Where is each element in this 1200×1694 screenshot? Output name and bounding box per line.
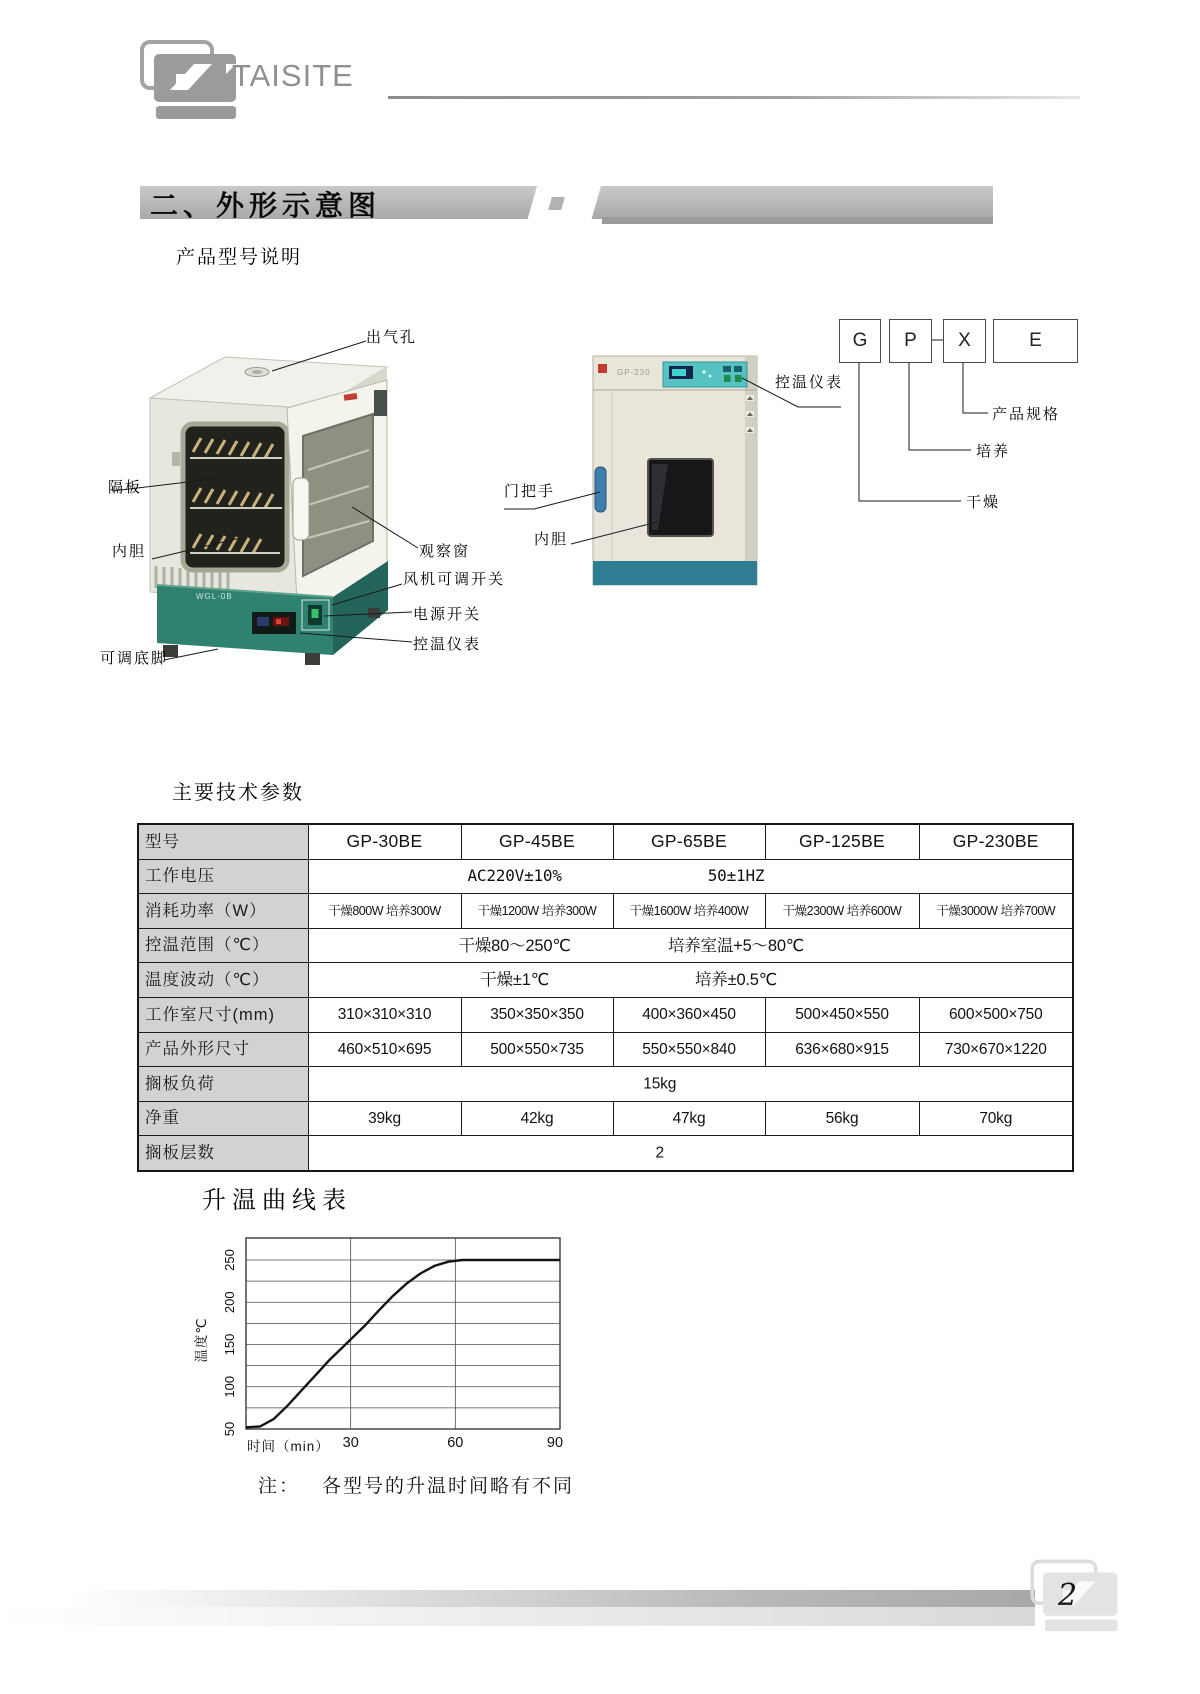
side-labels xyxy=(746,395,754,433)
table-row xyxy=(138,963,1073,998)
code-box-p: P xyxy=(889,319,932,363)
table-row xyxy=(138,1067,1073,1102)
x-tick-label: 60 xyxy=(447,1435,464,1451)
code-meaning-incubation: 培养 xyxy=(976,443,1011,460)
y-tick-label: 150 xyxy=(222,1333,237,1356)
row-label: 净重 xyxy=(138,1101,308,1136)
callout-inner-liner-left: 内胆 xyxy=(112,543,147,560)
table-row xyxy=(138,894,1073,929)
table-cell-part: AC220V±10% xyxy=(467,866,562,886)
table-cell: 干燥800W 培养300W xyxy=(308,894,461,929)
y-tick-label: 250 xyxy=(222,1249,237,1271)
chart-note-text: 各型号的升温时间略有不同 xyxy=(322,1476,575,1497)
x-tick-label: 30 xyxy=(342,1435,359,1451)
footer-bar xyxy=(70,1590,1035,1607)
left-oven-illustration xyxy=(150,357,388,665)
row-label: 搁板负荷 xyxy=(138,1067,308,1102)
side-sticker xyxy=(374,390,387,416)
door-handle-right-oven xyxy=(595,467,606,512)
table-cell-part: 2 xyxy=(655,1144,664,1162)
table-cell: 636×680×915 xyxy=(765,1032,919,1067)
table-cell: 600×500×750 xyxy=(919,997,1073,1032)
device-model-text: WGL-0B xyxy=(196,592,233,601)
callout-fan-switch: 风机可调开关 xyxy=(403,571,506,588)
callout-inner-liner-right: 内胆 xyxy=(534,531,569,548)
table-cell: 350×350×350 xyxy=(461,997,613,1032)
table-cell-merged xyxy=(308,963,1073,998)
code-box-e: E xyxy=(993,319,1078,363)
brand-name: TAISITE xyxy=(232,58,354,93)
table-cell: GP-30BE xyxy=(308,824,461,859)
table-cell: 310×310×310 xyxy=(308,997,461,1032)
table-row xyxy=(138,824,1073,859)
bottom-band xyxy=(593,561,757,585)
callout-observation-window: 观察窗 xyxy=(419,543,471,560)
chart-note xyxy=(258,1471,574,1498)
door-handle-left-oven xyxy=(293,478,309,540)
row-label: 型号 xyxy=(138,824,308,859)
table-cell: 550×550×840 xyxy=(613,1032,765,1067)
row-label: 工作室尺寸(mm) xyxy=(138,997,308,1032)
section-title: 二、外形示意图 xyxy=(150,190,382,221)
header-rule xyxy=(388,96,1080,99)
table-row xyxy=(138,928,1073,963)
table-cell-part: 干燥80～250℃ xyxy=(458,936,571,955)
y-tick-label: 200 xyxy=(222,1291,237,1314)
table-cell: 干燥3000W 培养700W xyxy=(919,894,1073,929)
table-row xyxy=(138,997,1073,1032)
heating-curve-chart xyxy=(180,1225,580,1475)
chart-x-axis-label: 时间（min） xyxy=(247,1439,330,1454)
table-cell-part: 培养室温+5～80℃ xyxy=(667,936,805,955)
table-cell: 500×550×735 xyxy=(461,1032,613,1067)
table-cell: GP-45BE xyxy=(461,824,613,859)
callout-air-outlet: 出气孔 xyxy=(366,329,418,346)
curve-section-title: 升温曲线表 xyxy=(202,1187,352,1214)
callout-partition: 隔板 xyxy=(108,479,143,496)
callout-adjustable-feet: 可调底脚 xyxy=(100,650,169,667)
brand-sticker xyxy=(598,364,607,373)
table-cell: GP-125BE xyxy=(765,824,919,859)
model-section-title: 产品型号说明 xyxy=(176,247,303,268)
row-label: 搁板层数 xyxy=(138,1136,308,1171)
table-cell-part: 培养±0.5℃ xyxy=(694,970,778,989)
footer-logo-icon xyxy=(1028,1556,1138,1634)
table-cell: 47kg xyxy=(613,1101,765,1136)
table-cell: 70kg xyxy=(919,1101,1073,1136)
params-section-title: 主要技术参数 xyxy=(172,782,304,804)
table-cell: 500×450×550 xyxy=(765,997,919,1032)
callout-door-handle: 门把手 xyxy=(504,483,556,500)
chart-x-ticks xyxy=(343,1435,563,1451)
table-cell-merged xyxy=(308,928,1073,963)
door-hinge xyxy=(172,452,180,466)
panel-model-text: GP-230 xyxy=(617,368,651,377)
row-label: 控温范围（℃） xyxy=(138,928,308,963)
heating-curve-line xyxy=(246,1260,560,1427)
table-cell-part: 15kg xyxy=(643,1075,677,1093)
table-cell: 56kg xyxy=(765,1101,919,1136)
row-label: 产品外形尺寸 xyxy=(138,1032,308,1067)
table-cell-part: 50±1HZ xyxy=(707,866,765,886)
chart-y-axis-label: 温度℃ xyxy=(194,1317,209,1363)
y-tick-label: 100 xyxy=(222,1375,237,1398)
table-cell: 干燥2300W 培养600W xyxy=(765,894,919,929)
code-meaning-spec: 产品规格 xyxy=(992,406,1061,423)
footer-bar-light xyxy=(0,1607,1035,1626)
y-tick-label: 50 xyxy=(222,1421,237,1437)
callout-temp-controller-left: 控温仪表 xyxy=(413,636,482,653)
page-number: 2 xyxy=(1058,1578,1078,1613)
table-cell: 干燥1600W 培养400W xyxy=(613,894,765,929)
table-cell: 42kg xyxy=(461,1101,613,1136)
section-banner xyxy=(140,186,993,219)
code-meaning-drying: 干燥 xyxy=(966,494,1001,511)
chart-y-ticks xyxy=(222,1249,237,1436)
params-table-wrap xyxy=(137,823,1074,1172)
table-cell-merged xyxy=(308,859,1073,894)
table-cell: GP-230BE xyxy=(919,824,1073,859)
code-box-x: X xyxy=(943,319,986,363)
banner-notch-square xyxy=(548,197,565,210)
row-label: 温度波动（℃） xyxy=(138,963,308,998)
callout-temp-controller-right: 控温仪表 xyxy=(775,374,844,391)
table-row xyxy=(138,1101,1073,1136)
foot xyxy=(368,608,380,618)
table-cell: 干燥1200W 培养300W xyxy=(461,894,613,929)
table-cell: 400×360×450 xyxy=(613,997,765,1032)
table-cell: 460×510×695 xyxy=(308,1032,461,1067)
banner-notch-decoration xyxy=(526,183,602,224)
table-cell: GP-65BE xyxy=(613,824,765,859)
table-cell: 39kg xyxy=(308,1101,461,1136)
row-label: 消耗功率（W） xyxy=(138,894,308,929)
x-tick-label: 90 xyxy=(546,1435,564,1451)
right-oven-illustration xyxy=(593,356,757,585)
banner-understrip xyxy=(602,217,993,224)
foot xyxy=(305,653,320,665)
table-cell: 730×670×1220 xyxy=(919,1032,1073,1067)
table-row xyxy=(138,1136,1073,1171)
code-box-g: G xyxy=(839,319,881,363)
table-cell-merged xyxy=(308,1136,1073,1171)
chart-note-prefix: 注： xyxy=(258,1476,301,1497)
row-label: 工作电压 xyxy=(138,859,308,894)
callout-power-switch: 电源开关 xyxy=(413,606,482,623)
params-table xyxy=(137,823,1074,1172)
table-row xyxy=(138,1032,1073,1067)
table-cell-merged xyxy=(308,1067,1073,1102)
table-cell-part: 干燥±1℃ xyxy=(480,970,550,989)
table-row xyxy=(138,859,1073,894)
